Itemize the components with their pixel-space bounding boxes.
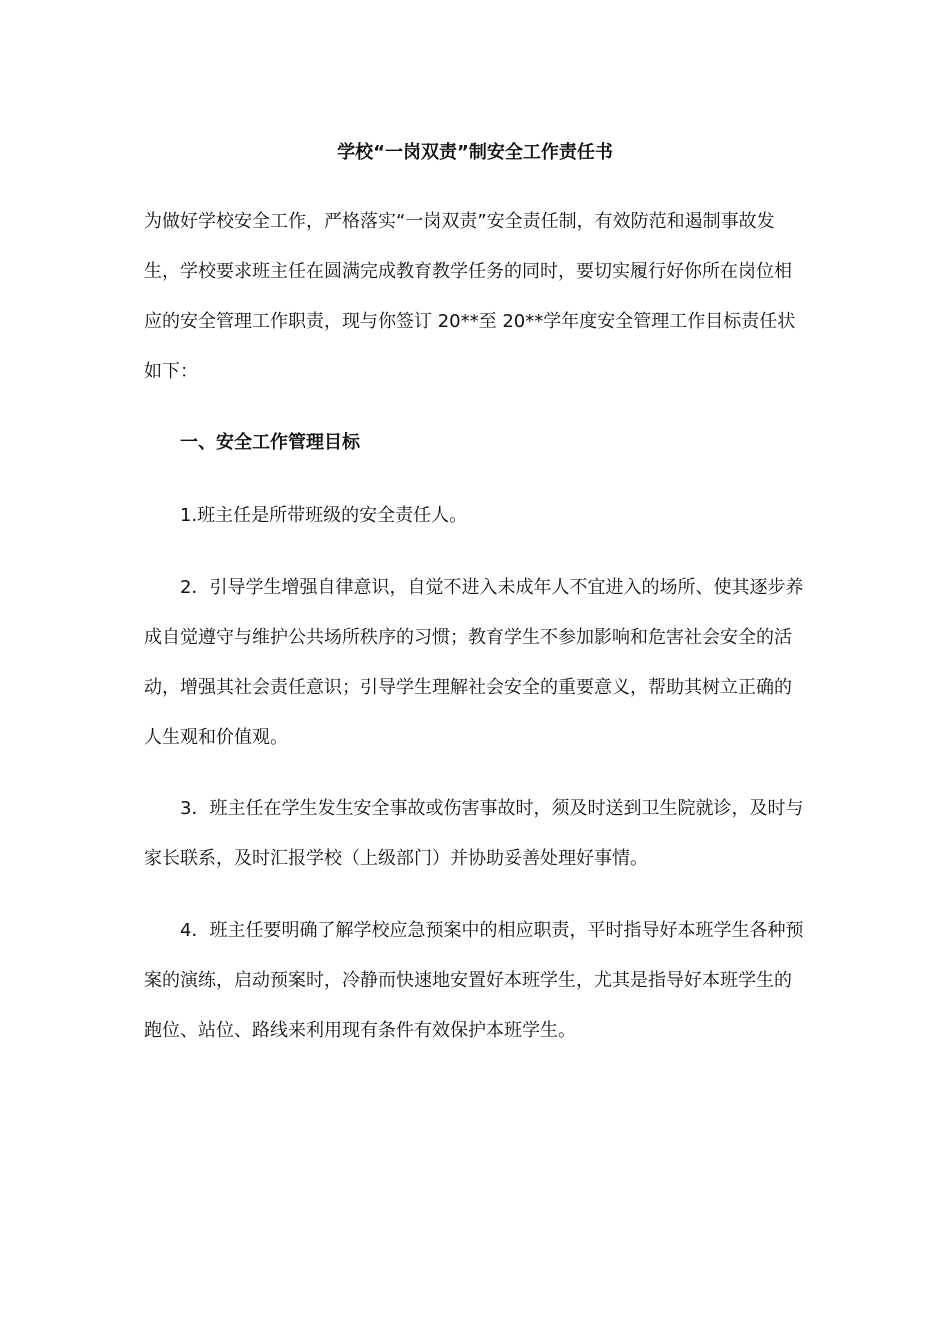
list-item-2: 2．引导学生增强自律意识，自觉不进入未成年人不宜进入的场所、使其逐步养成自觉遵守与维护公共场所秩序的习惯；教育学生不参加影响和危害社会安全的活动，增强其社会责任意识；引导学生理解社会安全的重要意义，帮助其树立正确的人生观和价值观。 bbox=[144, 577, 804, 748]
document-title: 学校“一岗双责”制安全工作责任书 bbox=[337, 142, 613, 163]
intro-paragraph: 为做好学校安全工作，严格落实“一岗双责”安全责任制，有效防范和遏制事故发生，学校要求班主任在圆满完成教育教学任务的同时，要切实履行好你所在岗位相应的安全管理工作职责，现与你签订 20**至 20**学年度安全管理工作目标责任状如下： bbox=[144, 211, 796, 382]
list-item-4: 4．班主任要明确了解学校应急预案中的相应职责，平时指导好本班学生各种预案的演练，启动预案时，冷静而快速地安置好本班学生，尤其是指导好本班学生的跑位、站位、路线来利用现有条件有效保护本班学生。 bbox=[144, 920, 804, 1041]
list-item-3: 3．班主任在学生发生安全事故或伤害事故时，须及时送到卫生院就诊，及时与家长联系，及时汇报学校（上级部门）并协助妥善处理好事情。 bbox=[144, 798, 804, 869]
section-heading-management-goals: 一、安全工作管理目标 bbox=[180, 432, 360, 453]
list-item-1: 1.班主任是所带班级的安全责任人。 bbox=[180, 505, 468, 526]
